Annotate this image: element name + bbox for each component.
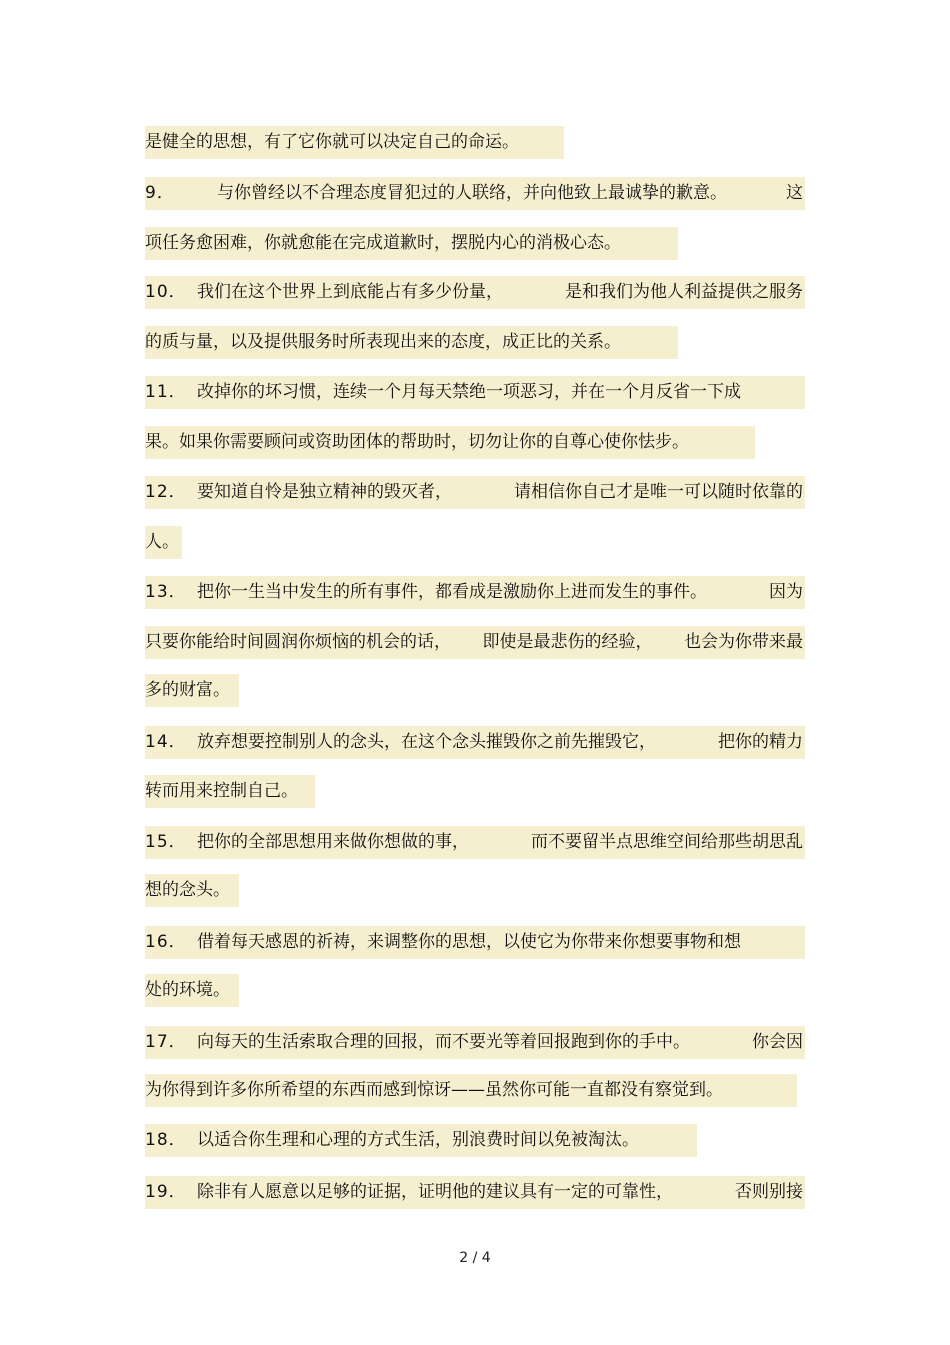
line-text: 的质与量，以及提供服务时所表现出来的态度，成正比的关系。	[145, 332, 621, 352]
line-text: 果。如果你需要顾问或资助团体的帮助时，切勿让你的自尊心使你怯步。	[145, 432, 689, 452]
text-line-9	[145, 526, 182, 559]
item-19-line-1	[145, 1176, 805, 1209]
item-15-line-1	[145, 826, 805, 859]
line-text-mid: 即使是最悲伤的经验，	[482, 632, 653, 652]
item-number: 18．	[145, 1130, 187, 1150]
line-text: 我们在这个世界上到底能占有多少份量，	[197, 282, 503, 302]
item-number: 13．	[145, 582, 187, 602]
line-text: 为你得到许多你所希望的东西而感到惊讶——虽然你可能一直都没有察觉到。	[145, 1080, 723, 1100]
line-text: 转而用来控制自己。	[145, 781, 298, 801]
line-text: 以适合你生理和心理的方式生活，别浪费时间以免被淘汰。	[197, 1130, 639, 1150]
item-13-line-1	[145, 576, 805, 609]
line-text: 与你曾经以不合理态度冒犯过的人联络，并向他致上最诚挚的歉意。	[217, 183, 727, 203]
text-line-1	[145, 126, 564, 159]
line-text-end: 否则别接	[735, 1182, 803, 1202]
text-line-16	[145, 874, 239, 907]
page-indicator: 2 / 4	[459, 1250, 491, 1266]
line-text: 想的念头。	[145, 880, 230, 900]
item-number: 19．	[145, 1182, 187, 1202]
line-text-end: 而不要留半点思维空间给那些胡思乱	[531, 832, 803, 852]
line-text-end: 这	[786, 183, 803, 203]
item-number: 9．	[145, 183, 175, 203]
item-number: 10．	[145, 282, 187, 302]
line-text: 向每天的生活索取合理的回报，而不要光等着回报跑到你的手中。	[197, 1032, 690, 1052]
line-text-end: 你会因	[752, 1032, 803, 1052]
line-text: 除非有人愿意以足够的证据，证明他的建议具有一定的可靠性，	[197, 1182, 673, 1202]
line-text: 放弃想要控制别人的念头，在这个念头摧毁你之前先摧毁它，	[197, 732, 656, 752]
line-text: 把你的全部思想用来做你想做的事，	[197, 832, 469, 852]
line-text: 多的财富。	[145, 680, 230, 700]
text-line-11	[145, 626, 805, 659]
line-text: 人。	[145, 532, 179, 552]
text-line-14	[145, 775, 315, 808]
text-line-3	[145, 227, 678, 260]
item-18-line-1	[145, 1124, 697, 1157]
item-number: 17．	[145, 1032, 187, 1052]
line-text: 是健全的思想，有了它你就可以决定自己的命运。	[145, 132, 519, 152]
item-number: 14．	[145, 732, 187, 752]
text-line-7	[145, 426, 755, 459]
text-line-20	[145, 1074, 797, 1107]
text-line-12	[145, 674, 239, 707]
item-number: 11．	[145, 382, 187, 402]
line-text: 项任务愈困难，你就愈能在完成道歉时，摆脱内心的消极心态。	[145, 233, 621, 253]
line-text-end: 因为	[769, 582, 803, 602]
item-12-line-1	[145, 476, 805, 509]
text-line-5	[145, 326, 678, 359]
line-text: 改掉你的坏习惯，连续一个月每天禁绝一项恶习，并在一个月反省一下成	[197, 382, 741, 402]
line-text-end: 是和我们为他人利益提供之服务	[565, 282, 803, 302]
line-text: 要知道自怜是独立精神的毁灭者，	[197, 482, 452, 502]
item-11-line-1	[145, 376, 805, 409]
item-9-line-1	[145, 177, 805, 210]
item-number: 16．	[145, 932, 187, 952]
item-14-line-1	[145, 726, 805, 759]
line-text: 把你一生当中发生的所有事件，都看成是激励你上进而发生的事件。	[197, 582, 707, 602]
line-text-end: 也会为你带来最	[684, 632, 803, 652]
line-text: 处的环境。	[145, 980, 230, 1000]
item-number: 15．	[145, 832, 187, 852]
line-text-end: 请相信你自己才是唯一可以随时依靠的	[514, 482, 803, 502]
item-16-line-1	[145, 926, 805, 959]
text-line-18	[145, 974, 239, 1007]
item-10-line-1	[145, 276, 805, 309]
item-number: 12．	[145, 482, 187, 502]
line-text: 只要你能给时间圆润你烦恼的机会的话，	[145, 632, 451, 652]
line-text-end: 把你的精力	[718, 732, 803, 752]
item-17-line-1	[145, 1026, 805, 1059]
line-text: 借着每天感恩的祈祷，来调整你的思想，以使它为你带来你想要事物和想	[197, 932, 741, 952]
